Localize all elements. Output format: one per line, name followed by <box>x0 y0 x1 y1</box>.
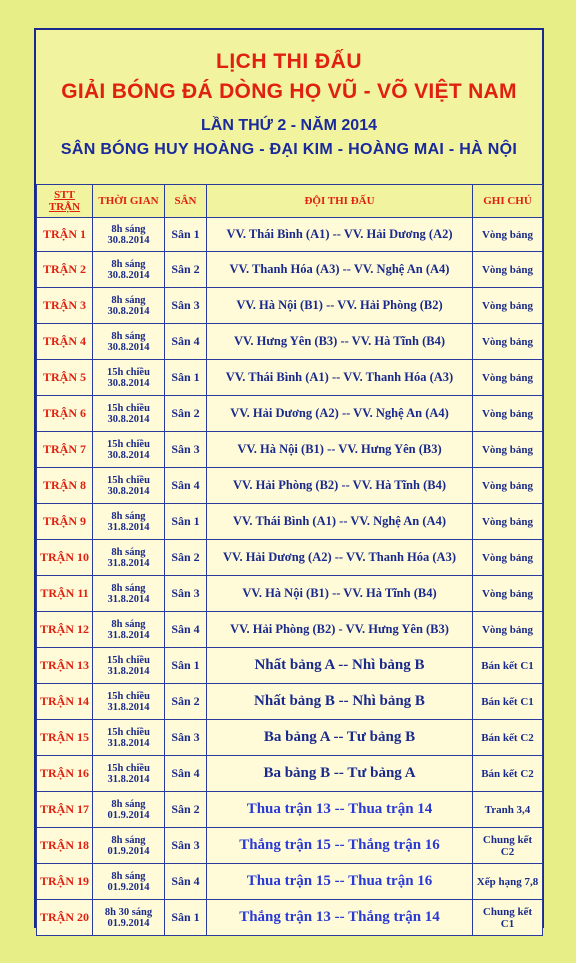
pitch-cell <box>165 504 207 540</box>
time-of-day: 15h chiều <box>107 402 150 414</box>
time-cell <box>93 540 165 576</box>
match-date: 01.9.2014 <box>107 917 150 929</box>
note-cell <box>473 396 543 432</box>
time-of-day: 8h sáng <box>111 582 146 594</box>
match-number: TRẬN 4 <box>42 334 86 348</box>
pitch-label: Sân 2 <box>171 550 200 564</box>
match-number-cell <box>37 218 93 252</box>
teams-label: Nhất bảng B -- Nhì bảng B <box>254 693 425 709</box>
time-cell <box>93 864 165 900</box>
note-line-1: Xếp hạng 7,8 <box>476 875 539 888</box>
note-cell <box>473 218 543 252</box>
col-header-doi: ĐỘI THI ĐẤU <box>207 185 473 218</box>
note-line-1: Vòng bảng <box>481 623 534 636</box>
time-of-day: 15h chiều <box>107 726 150 738</box>
time-of-day: 8h sáng <box>111 294 146 306</box>
match-number-cell <box>37 468 93 504</box>
match-date: 31.8.2014 <box>107 629 150 641</box>
teams-label: Ba bảng A -- Tư bảng B <box>263 729 416 745</box>
teams-label: Thua trận 15 -- Thua trận 16 <box>246 873 433 889</box>
time-cell <box>93 432 165 468</box>
teams-label: VV. Hà Nội (B1) -- VV. Hà Tĩnh (B4) <box>242 586 437 600</box>
teams-label: VV. Hải Dương (A2) -- VV. Thanh Hóa (A3) <box>223 550 456 564</box>
match-number-cell <box>37 396 93 432</box>
note-line-1: Vòng bảng <box>481 551 534 564</box>
table-row <box>37 684 543 720</box>
teams-label: Thắng trận 13 -- Thắng trận 14 <box>239 909 440 925</box>
teams-cell <box>207 720 473 756</box>
pitch-label: Sân 2 <box>171 802 200 816</box>
pitch-cell <box>165 864 207 900</box>
pitch-cell <box>165 218 207 252</box>
schedule-table <box>36 184 543 936</box>
match-number-cell <box>37 288 93 324</box>
match-number: TRẬN 1 <box>42 227 86 241</box>
match-number-cell <box>37 720 93 756</box>
table-row <box>37 576 543 612</box>
pitch-cell <box>165 612 207 648</box>
pitch-label: Sân 1 <box>171 227 200 241</box>
tournament-name: GIẢI BÓNG ĐÁ DÒNG HỌ VŨ - VÕ VIỆT NAM <box>61 80 517 103</box>
note-line-1: Tranh 3,4 <box>484 803 531 816</box>
note-line-1: Vòng bảng <box>481 515 534 528</box>
match-number-cell <box>37 792 93 828</box>
teams-cell <box>207 468 473 504</box>
pitch-cell <box>165 576 207 612</box>
pitch-cell <box>165 828 207 864</box>
match-number: TRẬN 17 <box>39 802 89 816</box>
table-row <box>37 252 543 288</box>
note-cell <box>473 540 543 576</box>
table-row <box>37 288 543 324</box>
teams-label: VV. Thái Bình (A1) -- VV. Hải Dương (A2) <box>226 227 453 241</box>
pitch-cell <box>165 432 207 468</box>
col-header-time: THỜI GIAN <box>93 185 165 218</box>
match-date: 01.9.2014 <box>107 809 150 821</box>
time-cell <box>93 324 165 360</box>
poster-header <box>36 50 542 159</box>
match-date: 31.8.2014 <box>107 557 150 569</box>
teams-cell <box>207 396 473 432</box>
pitch-label: Sân 3 <box>171 586 200 600</box>
note-line-1: Vòng bảng <box>481 371 534 384</box>
time-of-day: 8h sáng <box>111 223 146 235</box>
match-date: 31.8.2014 <box>107 701 150 713</box>
note-line-2: C2 <box>500 845 515 858</box>
match-date: 31.8.2014 <box>107 521 150 533</box>
time-of-day: 15h chiều <box>107 762 150 774</box>
match-date: 30.8.2014 <box>107 413 150 425</box>
note-line-1: Vòng bảng <box>481 299 534 312</box>
teams-cell <box>207 324 473 360</box>
table-row <box>37 540 543 576</box>
match-number-cell <box>37 576 93 612</box>
note-cell <box>473 612 543 648</box>
match-number-cell <box>37 900 93 936</box>
teams-label: Ba bảng B -- Tư bảng A <box>263 765 416 781</box>
teams-label: VV. Hải Dương (A2) -- VV. Nghệ An (A4) <box>230 406 449 420</box>
match-number: TRẬN 14 <box>39 694 89 708</box>
match-number: TRẬN 9 <box>42 514 86 528</box>
pitch-cell <box>165 288 207 324</box>
match-date: 30.8.2014 <box>107 485 150 497</box>
time-cell <box>93 504 165 540</box>
note-line-1: Vòng bảng <box>481 479 534 492</box>
table-header-row <box>37 185 543 218</box>
teams-cell <box>207 792 473 828</box>
time-of-day: 8h sáng <box>111 798 146 810</box>
match-number-cell <box>37 432 93 468</box>
time-of-day: 8h sáng <box>111 258 146 270</box>
note-cell <box>473 720 543 756</box>
pitch-cell <box>165 720 207 756</box>
table-row <box>37 396 543 432</box>
time-of-day: 8h sáng <box>111 330 146 342</box>
teams-cell <box>207 432 473 468</box>
pitch-label: Sân 1 <box>171 370 200 384</box>
note-line-1: Chung kết <box>482 905 533 918</box>
note-line-1: Bán kết C1 <box>481 659 534 672</box>
teams-cell <box>207 828 473 864</box>
table-row <box>37 720 543 756</box>
match-number: TRẬN 15 <box>39 730 89 744</box>
pitch-label: Sân 2 <box>171 694 200 708</box>
match-number-cell <box>37 612 93 648</box>
pitch-label: Sân 3 <box>171 838 200 852</box>
time-of-day: 15h chiều <box>107 474 150 486</box>
time-cell <box>93 396 165 432</box>
teams-label: VV. Hải Phòng (B2) - VV. Hưng Yên (B3) <box>230 622 449 636</box>
table-row <box>37 360 543 396</box>
table-row <box>37 218 543 252</box>
match-number-cell <box>37 324 93 360</box>
schedule-poster <box>34 28 544 928</box>
teams-cell <box>207 218 473 252</box>
match-date: 30.8.2014 <box>107 341 150 353</box>
teams-label: Thua trận 13 -- Thua trận 14 <box>246 801 433 817</box>
note-line-1: Bán kết C1 <box>481 695 534 708</box>
pitch-label: Sân 2 <box>171 406 200 420</box>
match-date: 01.9.2014 <box>107 845 150 857</box>
teams-label: VV. Thái Bình (A1) -- VV. Thanh Hóa (A3) <box>225 370 454 384</box>
table-row <box>37 612 543 648</box>
table-row <box>37 504 543 540</box>
time-cell <box>93 900 165 936</box>
match-number-cell <box>37 828 93 864</box>
match-date: 31.8.2014 <box>107 737 150 749</box>
match-number-cell <box>37 360 93 396</box>
teams-cell <box>207 684 473 720</box>
pitch-label: Sân 3 <box>171 298 200 312</box>
time-cell <box>93 288 165 324</box>
time-cell <box>93 792 165 828</box>
note-cell <box>473 324 543 360</box>
pitch-cell <box>165 900 207 936</box>
note-cell <box>473 828 543 864</box>
time-cell <box>93 360 165 396</box>
table-row <box>37 828 543 864</box>
pitch-label: Sân 4 <box>171 766 200 780</box>
note-line-1: Vòng bảng <box>481 443 534 456</box>
match-number: TRẬN 19 <box>39 874 89 888</box>
note-cell <box>473 756 543 792</box>
pitch-label: Sân 1 <box>171 658 200 672</box>
note-cell <box>473 900 543 936</box>
table-row <box>37 864 543 900</box>
note-cell <box>473 468 543 504</box>
match-number-cell <box>37 864 93 900</box>
note-line-1: Bán kết C2 <box>481 731 534 744</box>
pitch-label: Sân 3 <box>171 442 200 456</box>
match-date: 01.9.2014 <box>107 881 150 893</box>
col-header-ghi: GHI CHÚ <box>473 185 543 218</box>
time-of-day: 8h sáng <box>111 870 146 882</box>
time-of-day: 8h sáng <box>111 618 146 630</box>
match-date: 30.8.2014 <box>107 269 150 281</box>
note-line-1: Vòng bảng <box>481 335 534 348</box>
table-row <box>37 756 543 792</box>
schedule-rows <box>37 218 543 936</box>
match-date: 30.8.2014 <box>107 449 150 461</box>
match-number: TRẬN 13 <box>39 658 89 672</box>
teams-cell <box>207 648 473 684</box>
table-row <box>37 468 543 504</box>
time-of-day: 15h chiều <box>107 654 150 666</box>
note-line-2: C1 <box>500 917 515 930</box>
col-header-stt: STT TRẬN <box>37 185 93 218</box>
time-of-day: 15h chiều <box>107 690 150 702</box>
pitch-label: Sân 4 <box>171 478 200 492</box>
time-of-day: 8h sáng <box>111 834 146 846</box>
pitch-cell <box>165 360 207 396</box>
time-of-day: 8h 30 sáng <box>104 906 153 918</box>
table-row <box>37 324 543 360</box>
teams-label: VV. Hà Nội (B1) -- VV. Hải Phòng (B2) <box>236 298 443 312</box>
note-cell <box>473 864 543 900</box>
teams-label: Nhất bảng A -- Nhì bảng B <box>254 657 425 673</box>
match-number-cell <box>37 252 93 288</box>
pitch-cell <box>165 540 207 576</box>
teams-label: VV. Hưng Yên (B3) -- VV. Hà Tĩnh (B4) <box>233 334 445 348</box>
pitch-label: Sân 2 <box>171 262 200 276</box>
note-cell <box>473 288 543 324</box>
teams-label: VV. Thanh Hóa (A3) -- VV. Nghệ An (A4) <box>229 262 450 276</box>
match-number: TRẬN 10 <box>39 550 89 564</box>
teams-cell <box>207 576 473 612</box>
pitch-label: Sân 3 <box>171 730 200 744</box>
note-cell <box>473 684 543 720</box>
pitch-label: Sân 1 <box>171 910 200 924</box>
teams-label: Thắng trận 15 -- Thắng trận 16 <box>239 837 440 853</box>
pitch-cell <box>165 252 207 288</box>
note-line-1: Vòng bảng <box>481 407 534 420</box>
note-cell <box>473 360 543 396</box>
match-number-cell <box>37 648 93 684</box>
match-number: TRẬN 6 <box>42 406 86 420</box>
match-number-cell <box>37 684 93 720</box>
venue: SÂN BÓNG HUY HOÀNG - ĐẠI KIM - HOÀNG MAI - HÀ NỘI <box>60 141 518 158</box>
note-cell <box>473 432 543 468</box>
time-cell <box>93 576 165 612</box>
match-number: TRẬN 7 <box>42 442 86 456</box>
match-number: TRẬN 2 <box>42 262 86 276</box>
note-cell <box>473 252 543 288</box>
time-cell <box>93 720 165 756</box>
teams-cell <box>207 504 473 540</box>
time-of-day: 15h chiều <box>107 438 150 450</box>
pitch-label: Sân 1 <box>171 514 200 528</box>
match-number: TRẬN 8 <box>42 478 86 492</box>
edition-year: LẦN THỨ 2 - NĂM 2014 <box>201 117 377 134</box>
match-number: TRẬN 20 <box>39 910 89 924</box>
teams-cell <box>207 540 473 576</box>
poster-title: LỊCH THI ĐẤU <box>216 50 362 73</box>
teams-label: VV. Hải Phòng (B2) -- VV. Hà Tĩnh (B4) <box>232 478 446 492</box>
table-row <box>37 432 543 468</box>
match-number: TRẬN 18 <box>39 838 89 852</box>
time-cell <box>93 756 165 792</box>
time-of-day: 8h sáng <box>111 546 146 558</box>
pitch-cell <box>165 684 207 720</box>
match-number: TRẬN 5 <box>42 370 86 384</box>
match-date: 30.8.2014 <box>107 377 150 389</box>
teams-cell <box>207 252 473 288</box>
match-number-cell <box>37 504 93 540</box>
time-of-day: 8h sáng <box>111 510 146 522</box>
time-cell <box>93 648 165 684</box>
time-cell <box>93 218 165 252</box>
time-of-day: 15h chiều <box>107 366 150 378</box>
note-line-1: Bán kết C2 <box>481 767 534 780</box>
match-number: TRẬN 16 <box>39 766 89 780</box>
time-cell <box>93 612 165 648</box>
pitch-cell <box>165 792 207 828</box>
note-line-1: Vòng bảng <box>481 263 534 276</box>
match-number-cell <box>37 756 93 792</box>
note-line-1: Vòng bảng <box>481 587 534 600</box>
match-number-cell <box>37 540 93 576</box>
match-number: TRẬN 3 <box>42 298 86 312</box>
teams-cell <box>207 864 473 900</box>
teams-cell <box>207 900 473 936</box>
match-date: 31.8.2014 <box>107 773 150 785</box>
pitch-label: Sân 4 <box>171 334 200 348</box>
teams-label: VV. Thái Bình (A1) -- VV. Nghệ An (A4) <box>232 514 446 528</box>
time-cell <box>93 468 165 504</box>
match-number: TRẬN 12 <box>39 622 89 636</box>
teams-cell <box>207 612 473 648</box>
table-row <box>37 792 543 828</box>
match-number: TRẬN 11 <box>40 586 89 600</box>
table-row <box>37 648 543 684</box>
pitch-cell <box>165 396 207 432</box>
note-cell <box>473 576 543 612</box>
note-line-1: Chung kết <box>482 833 533 846</box>
match-date: 30.8.2014 <box>107 305 150 317</box>
teams-cell <box>207 360 473 396</box>
teams-cell <box>207 756 473 792</box>
pitch-cell <box>165 648 207 684</box>
note-cell <box>473 648 543 684</box>
match-date: 31.8.2014 <box>107 593 150 605</box>
match-date: 31.8.2014 <box>107 665 150 677</box>
col-header-san: SÂN <box>165 185 207 218</box>
pitch-cell <box>165 756 207 792</box>
pitch-label: Sân 4 <box>171 622 200 636</box>
pitch-label: Sân 4 <box>171 874 200 888</box>
pitch-cell <box>165 324 207 360</box>
note-cell <box>473 504 543 540</box>
time-cell <box>93 684 165 720</box>
match-date: 30.8.2014 <box>107 234 150 246</box>
time-cell <box>93 828 165 864</box>
time-cell <box>93 252 165 288</box>
table-row <box>37 900 543 936</box>
teams-cell <box>207 288 473 324</box>
note-cell <box>473 792 543 828</box>
note-line-1: Vòng bảng <box>481 228 534 241</box>
teams-label: VV. Hà Nội (B1) -- VV. Hưng Yên (B3) <box>237 442 442 456</box>
pitch-cell <box>165 468 207 504</box>
